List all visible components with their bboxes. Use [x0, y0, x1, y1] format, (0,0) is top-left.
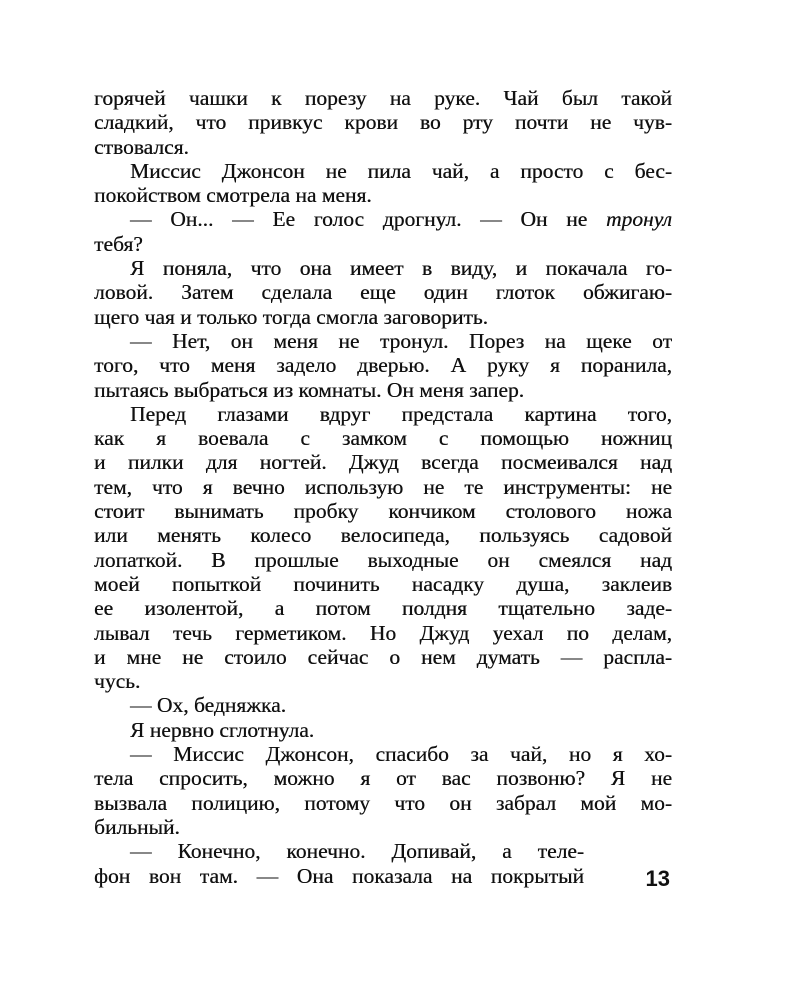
text-line	[94, 426, 672, 450]
text-line	[94, 596, 672, 620]
text-line-content: Перед глазами вдруг предстала картина того,	[130, 401, 672, 426]
text-line-content: ее изолентой, а потом полдня тщательно заде-	[94, 596, 672, 621]
text-line-content: того, что меня задело дверью. А руку я поранила,	[94, 353, 672, 378]
text-line	[94, 839, 584, 863]
page-text	[94, 86, 672, 888]
text-line-content: лывал течь герметиком. Но Джуд уехал по делам,	[94, 620, 672, 645]
text-line	[94, 110, 672, 134]
text-line-content: вызвала полицию, потому что он забрал мой мо-	[94, 790, 672, 815]
text-line	[94, 135, 672, 159]
text-line	[94, 621, 672, 645]
text-line	[94, 280, 672, 304]
text-line-content: тем, что я вечно использую не те инструменты: не	[94, 474, 672, 499]
text-line	[94, 791, 672, 815]
text-line	[94, 815, 672, 839]
text-line-content: — Нет, он меня не тронул. Порез на щеке от	[130, 328, 672, 353]
text-line	[94, 183, 672, 207]
text-line	[94, 256, 672, 280]
text-line	[94, 523, 672, 547]
text-line	[94, 475, 672, 499]
text-line-content: ловой. Затем сделала еще один глоток обжигаю-	[94, 280, 672, 305]
text-line-content: — Конечно, конечно. Допивай, а теле-	[130, 839, 584, 864]
text-line-content: горячей чашки к порезу на руке. Чай был такой	[94, 86, 672, 110]
text-line-content: щего чая и только тогда смогла заговорить.	[94, 304, 488, 329]
text-line-content: ствовался.	[94, 134, 189, 159]
text-line-content: Я нервно сглотнула.	[130, 717, 315, 742]
text-line-content: — Миссис Джонсон, спасибо за чай, но я хо-	[130, 742, 672, 767]
text-line	[94, 645, 672, 669]
text-line-content: моей попыткой починить насадку душа, заклеив	[94, 571, 672, 596]
text-line	[94, 86, 672, 110]
text-line-content: Миссис Джонсон не пила чай, а просто с бес-	[130, 158, 672, 183]
text-line	[94, 232, 672, 256]
text-line	[94, 450, 672, 474]
page-number: 13	[645, 866, 670, 891]
text-line-content: и пилки для ногтей. Джуд всегда посмеивался над	[94, 450, 672, 475]
text-line	[94, 572, 672, 596]
emphasized-word: тронул	[605, 207, 672, 232]
text-line-content: или менять колесо велосипеда, пользуясь садовой	[94, 523, 672, 548]
text-line-content: бильный.	[94, 814, 180, 839]
text-line-content: — Он... — Ее голос дрогнул. — Он не	[130, 207, 588, 232]
text-line	[94, 159, 672, 183]
text-line-content: лопаткой. В прошлые выходные он смеялся над	[94, 547, 672, 572]
text-line-content: тела спросить, можно я от вас позвоню? Я не	[94, 766, 672, 791]
text-line-content: — Ох, бедняжка.	[130, 693, 287, 718]
text-line-content: как я воевала с замком с помощью ножниц	[94, 426, 672, 451]
text-line	[94, 864, 584, 888]
text-line	[94, 378, 672, 402]
text-line-content: фон вон там. — Она показала на покрытый	[94, 863, 584, 888]
text-line	[94, 718, 672, 742]
text-line-content: Я поняла, что она имеет в виду, и покачала го-	[130, 256, 672, 281]
text-line	[94, 669, 672, 693]
text-line	[94, 329, 672, 353]
text-line-content: покойством смотрела на меня.	[94, 183, 372, 208]
text-line	[94, 402, 672, 426]
text-line-content: чусь.	[94, 669, 141, 694]
text-line-content: и мне не стоило сейчас о нем думать — распла-	[94, 644, 672, 669]
text-line	[94, 499, 672, 523]
text-line	[94, 548, 672, 572]
text-line-content: пытаясь выбраться из комнаты. Он меня запер.	[94, 377, 525, 402]
text-line	[94, 207, 672, 231]
text-line-content: сладкий, что привкус крови во рту почти не чув-	[94, 110, 672, 135]
text-line	[94, 693, 672, 717]
text-line	[94, 305, 672, 329]
text-line	[94, 766, 672, 790]
text-line	[94, 742, 672, 766]
text-line	[94, 353, 672, 377]
text-line-content: стоит вынимать пробку кончиком столового ножа	[94, 499, 672, 524]
text-line-content: тебя?	[94, 231, 143, 256]
